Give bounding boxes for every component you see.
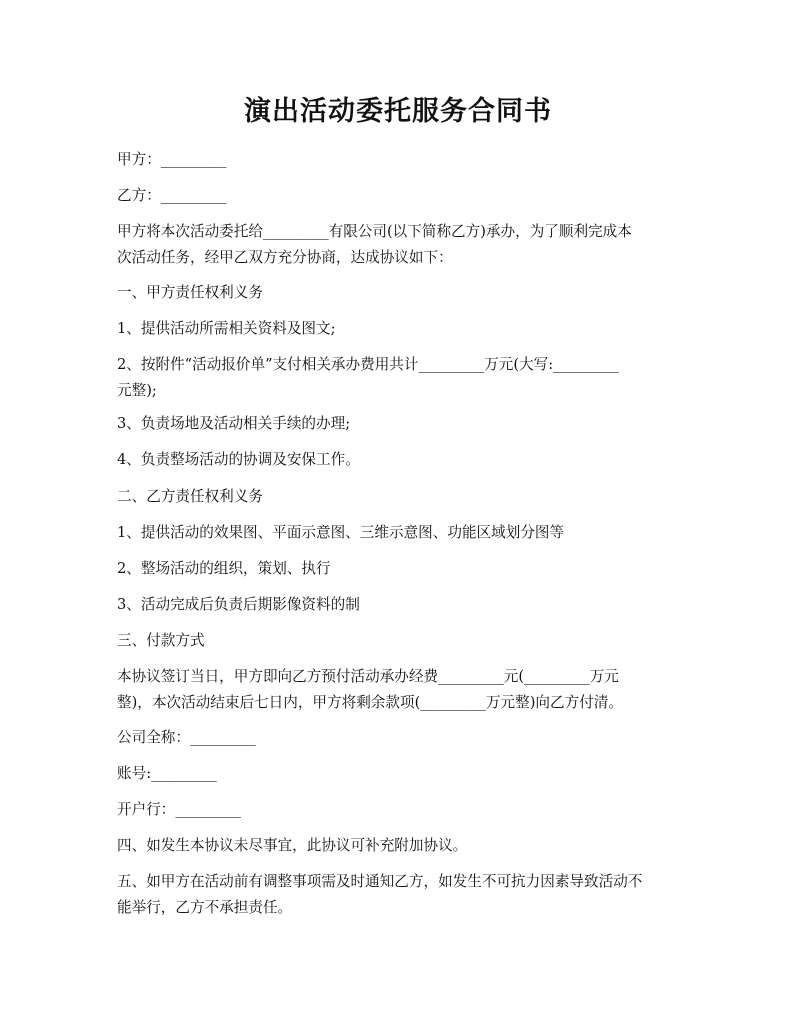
- intro-paragraph: [117, 219, 689, 271]
- party-a-line: 甲方：_________: [117, 151, 227, 168]
- party-b-line: 乙方：_________: [117, 187, 227, 204]
- party-b-item-1: 1、提供活动的效果图、平面示意图、三维示意图、功能区域划分图等: [117, 524, 565, 541]
- section-heading-party-a: 一、甲方责任权利义务: [117, 284, 263, 301]
- payment-line-2: 整)，本次活动结束后七日内，甲方将剩余款项(_________万元整)向乙方付清。: [117, 694, 623, 711]
- party-a-item-3: 3、负责场地及活动相关手续的办理;: [117, 415, 351, 432]
- party-b-item-2: 2、整场活动的组织，策划、执行: [117, 560, 331, 577]
- page-title: 演出活动委托服务合同书: [244, 96, 552, 127]
- party-a-item-4: 4、负责整场活动的协调及安保工作。: [117, 451, 360, 468]
- party-a-item-1: 1、提供活动所需相关资料及图文;: [117, 320, 336, 337]
- clause-five-line-2: 能举行，乙方不承担责任。: [117, 899, 293, 916]
- company-name-line: 公司全称：_________: [117, 729, 256, 746]
- party-a-item-2-line-1: 2、按附件“活动报价单”支付相关承办费用共计_________万元(大写:_________: [117, 356, 619, 373]
- party-b-item-3: 3、活动完成后负责后期影像资料的制: [117, 596, 360, 613]
- intro-line-2: 次活动任务，经甲乙双方充分协商，达成协议如下：: [117, 249, 453, 266]
- payment-line-1: 本协议签订当日，甲方即向乙方预付活动承办经费_________元(_________万元: [117, 668, 619, 685]
- account-line: 账号:_________: [117, 765, 217, 782]
- party-a-item-2-line-2: 元整);: [117, 382, 157, 399]
- section-heading-payment: 三、付款方式: [117, 632, 205, 649]
- clause-five-line-1: 五、如甲方在活动前有调整事项需及时通知乙方，如发生不可抗力因素导致活动不: [117, 873, 643, 890]
- intro-line-1: 甲方将本次活动委托给_________有限公司(以下简称乙方)承办，为了顺利完成本: [117, 223, 632, 240]
- clause-four: 四、如发生本协议未尽事宜，此协议可补充附加协议。: [117, 837, 468, 854]
- section-heading-party-b: 二、乙方责任权利义务: [117, 488, 263, 505]
- party-a-item-2: [117, 352, 689, 404]
- payment-paragraph: [117, 664, 689, 716]
- bank-line: 开户行：_________: [117, 801, 242, 818]
- clause-five: [117, 869, 689, 921]
